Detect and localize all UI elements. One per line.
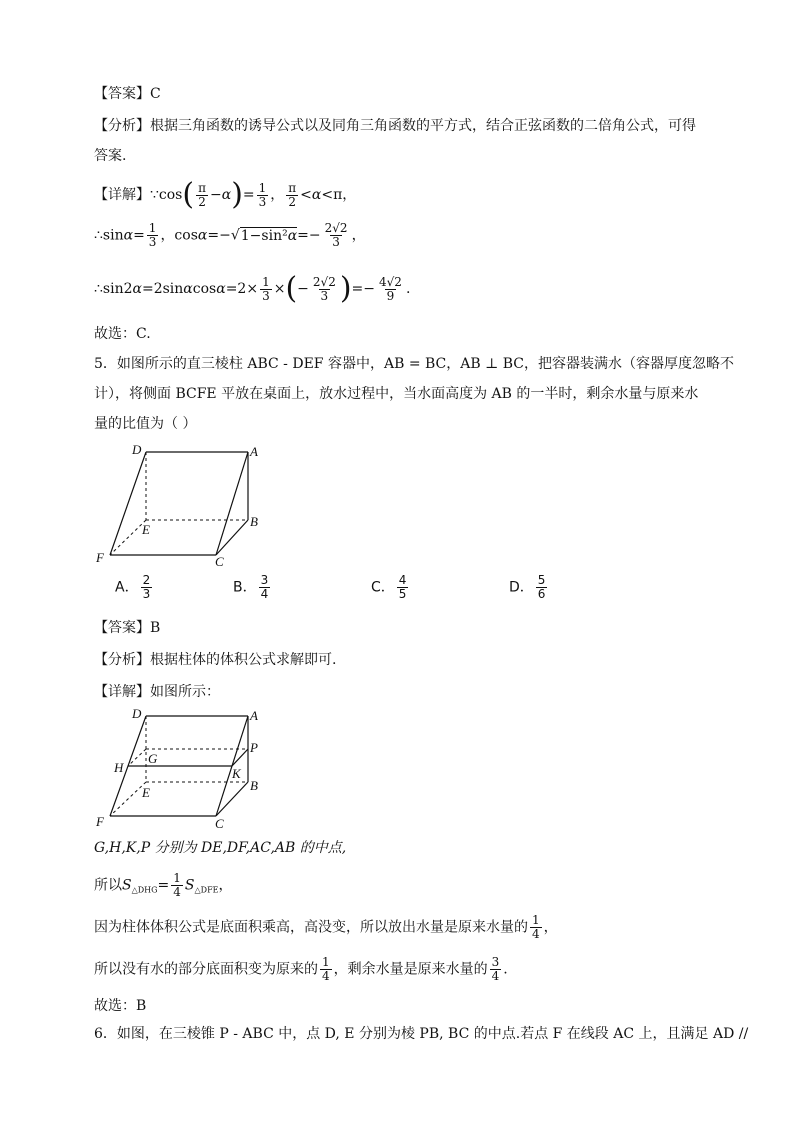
option-a-num: 2 bbox=[142, 573, 151, 587]
option-d-den: 6 bbox=[537, 587, 546, 601]
q6-stem-line-1: 6．如图，在三棱锥 P - ABC 中，点 D, E 分别为棱 PB, BC 的中点.若点 F 在线段 AC 上，且满足 AD // bbox=[94, 1026, 749, 1042]
q5-conclusion: 故选：B bbox=[94, 998, 147, 1014]
fig2-label-a: A bbox=[250, 708, 258, 723]
fig2-label-k: K bbox=[232, 766, 241, 781]
q5-stem-line-2: 计），将侧面 BCFE 平放在桌面上，放水过程中，当水面高度为 AB 的一半时，剩余水量与原来水 bbox=[94, 386, 699, 402]
option-b-den: 4 bbox=[260, 587, 269, 601]
remain-text-2: ，剩余水量是原来水量的 bbox=[333, 961, 488, 978]
q4-analysis-line-2: 答案. bbox=[94, 148, 127, 164]
fig1-label-e: E bbox=[142, 522, 150, 537]
fig2-label-f: F bbox=[96, 814, 104, 829]
option-b-label: B． bbox=[233, 579, 257, 596]
analysis-text: 根据柱体的体积公式求解即可. bbox=[150, 652, 337, 668]
fig2-label-p: P bbox=[250, 740, 258, 755]
option-d-label: D． bbox=[509, 579, 534, 596]
q5-area-line: 所以$S_{\triangle DHG}=$ $\frac{1}{4}$ $S_{\triangle DFE}$， bbox=[94, 871, 233, 899]
q4-answer-line bbox=[94, 84, 161, 104]
detail-tag: 【详解】 bbox=[94, 684, 150, 700]
option-c-num: 4 bbox=[398, 573, 407, 587]
q4-conclusion: 故选：C. bbox=[94, 326, 151, 342]
fig1-label-d: D bbox=[132, 442, 142, 457]
fig1-label-f: F bbox=[96, 550, 104, 565]
q5-reason-line: 因为柱体体积公式是底面积乘高，高没变，所以放出水量是原来水量的 $\frac{1}{4}$ ， bbox=[94, 913, 558, 941]
q5-midpoints-line: G,H,K,P 分别为 DE,DF,AC,AB 的中点, bbox=[94, 840, 347, 856]
so-prefix: 所以 bbox=[94, 877, 122, 894]
analysis-text: 根据三角函数的诱导公式以及同角三角函数的平方式，结合正弦函数的二倍角公式，可得 bbox=[150, 118, 696, 134]
q4-analysis-line bbox=[94, 116, 696, 136]
prism-figure-2 bbox=[90, 704, 280, 834]
fig2-label-e: E bbox=[142, 785, 150, 800]
option-c-label: C． bbox=[371, 579, 395, 596]
q5-stem-line-1: 5．如图所示的直三棱柱 ABC - DEF 容器中，AB = BC，AB ⊥ BC，把容器装满水（容器厚度忽略不 bbox=[94, 356, 734, 372]
analysis-tag: 【分析】 bbox=[94, 118, 150, 134]
remain-text-1: 所以没有水的部分底面积变为原来的 bbox=[94, 961, 318, 978]
answer-value: B bbox=[150, 620, 161, 636]
option-c[interactable] bbox=[371, 574, 410, 601]
reason-text: 因为柱体体积公式是底面积乘高，高没变，所以放出水量是原来水量的 bbox=[94, 919, 528, 936]
q4-detail-line-1: 【详解】∵cos( $\frac{\pi}{2}$ −α)= $\frac{1}{3}$ ， $\frac{\pi}{2}$ <α<π， bbox=[94, 177, 357, 212]
option-d[interactable] bbox=[509, 574, 549, 601]
option-a[interactable] bbox=[115, 574, 154, 601]
option-d-num: 5 bbox=[537, 573, 546, 587]
q4-detail-line-2: ∴sinα= $\frac{1}{3}$ ，cosα=−√1−sin²α=− $\frac{2√2}{3}$ ， bbox=[94, 221, 366, 249]
option-c-den: 5 bbox=[398, 587, 407, 601]
answer-tag: 【答案】 bbox=[94, 86, 150, 102]
fig2-label-c: C bbox=[215, 816, 224, 831]
fig1-label-c: C bbox=[215, 554, 224, 569]
answer-tag: 【答案】 bbox=[94, 620, 150, 636]
q4-detail-line-3: ∴sin2α=2sinαcosα=2× $\frac{1}{3}$ ×(− $\frac{2√2}{3}$ )=− $\frac{4√2}{9}$ . bbox=[94, 271, 411, 306]
q5-stem-line-3: 量的比值为（ ） bbox=[94, 416, 197, 432]
option-a-label: A． bbox=[115, 579, 139, 596]
prism-figure-1 bbox=[90, 438, 280, 578]
detail-intro: 如图所示： bbox=[150, 684, 220, 700]
option-b[interactable] bbox=[233, 574, 272, 601]
fig2-label-b: B bbox=[250, 778, 258, 793]
q5-remain-line: 所以没有水的部分底面积变为原来的 $\frac{1}{4}$ ，剩余水量是原来水量的 $\frac{3}{4}$ . bbox=[94, 955, 508, 983]
option-b-num: 3 bbox=[260, 573, 269, 587]
option-a-den: 3 bbox=[142, 587, 151, 601]
fig2-label-h: H bbox=[114, 760, 124, 775]
analysis-tag: 【分析】 bbox=[94, 652, 150, 668]
q5-detail-line bbox=[94, 682, 220, 702]
fig1-label-a: A bbox=[250, 444, 258, 459]
fig1-label-b: B bbox=[250, 514, 258, 529]
fig2-label-g: G bbox=[148, 751, 158, 766]
detail-tag: 【详解】 bbox=[94, 187, 150, 203]
q5-answer-line bbox=[94, 618, 160, 638]
q5-analysis-line bbox=[94, 650, 336, 670]
fig2-label-d: D bbox=[132, 706, 142, 721]
answer-value: C bbox=[150, 86, 161, 102]
